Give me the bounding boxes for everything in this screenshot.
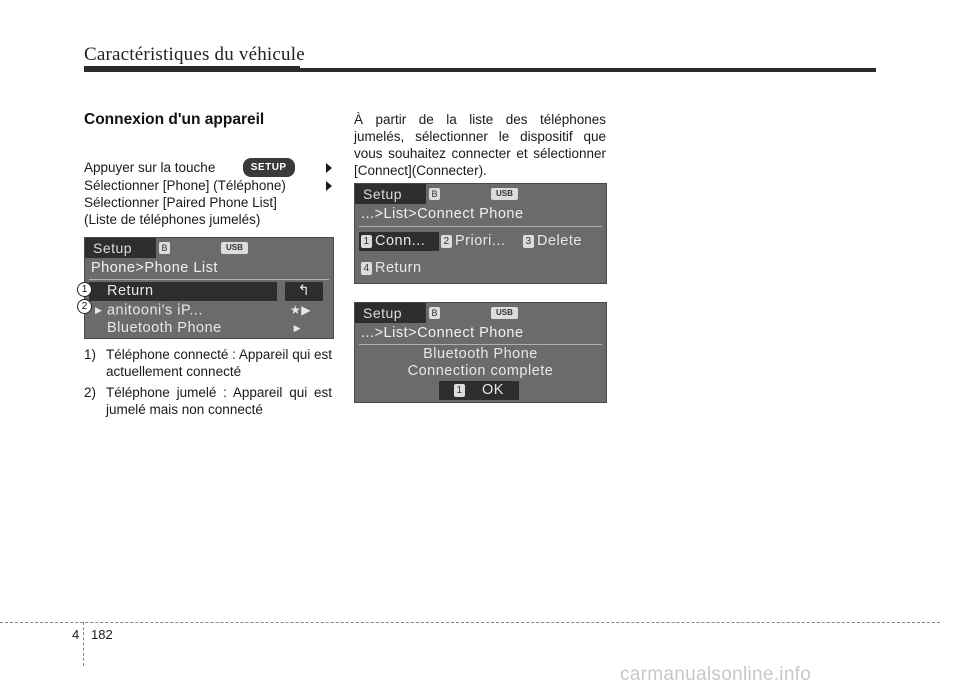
footer-dashed-rule [0, 622, 940, 623]
number-badge: 3 [523, 235, 534, 248]
screen-tab-setup: Setup [85, 238, 156, 258]
step-line-4 [84, 211, 332, 228]
bluetooth-icon: B [159, 242, 170, 254]
step-text-3: Sélectionner [Paired Phone List] [84, 195, 277, 210]
menu-row-bluetooth-phone[interactable] [89, 319, 329, 338]
screen-rule [359, 226, 602, 227]
bluetooth-icon: B [429, 188, 440, 200]
step-line-1 [84, 158, 332, 177]
bluetooth-icon: B [429, 307, 440, 319]
step-text-4: (Liste de téléphones jumelés) [84, 212, 261, 227]
note-number: 1) [84, 347, 97, 362]
footer-vertical-rule [83, 622, 84, 666]
setup-key: SETUP [243, 158, 295, 177]
note-text: Téléphone connecté : Appareil qui est actuellement connecté [106, 347, 332, 379]
section-title: Connexion d'un appareil [84, 111, 265, 128]
ok-button[interactable] [439, 381, 519, 400]
step-text-1: Appuyer sur la touche [84, 160, 216, 175]
menu-row-return[interactable] [89, 282, 277, 301]
header-rule [84, 68, 876, 72]
footer-chapter-number: 4 [72, 627, 80, 642]
note-text: Téléphone jumelé : Appareil qui est jumelé mais non connecté [106, 385, 332, 417]
footer-page-number: 182 [91, 627, 113, 642]
note-number: 2) [84, 385, 97, 400]
return-button[interactable] [359, 259, 441, 278]
screen-tab-setup: Setup [355, 184, 426, 204]
number-badge: 1 [361, 235, 372, 248]
steps-block [84, 158, 332, 228]
arrow-right-icon: ▶ [293, 323, 301, 333]
menu-row-label: Return [107, 283, 154, 299]
note-connected [84, 346, 332, 380]
arrow-right-icon: ▶ [95, 305, 103, 315]
back-button[interactable]: ↰ [285, 282, 323, 301]
usb-icon: USB [491, 188, 518, 200]
step-line-3 [84, 194, 332, 211]
screen-phone-list [84, 237, 334, 339]
usb-icon: USB [491, 307, 518, 319]
option-label: Return [375, 260, 422, 276]
note-paired [84, 384, 332, 418]
option-label: Delete [537, 233, 582, 249]
option-label: Priori... [455, 233, 506, 249]
screen-tab-setup: Setup [355, 303, 426, 323]
number-badge: 2 [441, 235, 452, 248]
priority-button[interactable] [441, 232, 519, 251]
screen-path: ...>List>Connect Phone [361, 206, 524, 222]
arrow-right-icon [326, 181, 332, 191]
message-device-name: Bluetooth Phone [423, 346, 538, 362]
step-text-2: Sélectionner [Phone] (Téléphone) [84, 178, 286, 193]
number-badge: 4 [361, 262, 372, 275]
screen-rule [89, 279, 329, 280]
connect-button[interactable] [359, 232, 439, 251]
star-arrow-icon: ★▶ [290, 303, 311, 317]
callout-2: 2 [77, 299, 92, 314]
watermark: carmanualsonline.info [620, 664, 812, 685]
menu-row-label: anitooni's iP... [106, 302, 203, 319]
delete-button[interactable] [523, 232, 603, 251]
right-paragraph: À partir de la liste des téléphones jumelés, sélectionner le dispositif que vous souhaitez connecter et sélectionner [Connect](Connecter). [354, 112, 606, 178]
usb-icon: USB [221, 242, 248, 254]
screen-path: Phone>Phone List [91, 260, 218, 276]
arrow-right-icon [326, 163, 332, 173]
menu-row-label: Bluetooth Phone [107, 320, 222, 336]
step-line-2 [84, 177, 332, 194]
menu-row-paired-device[interactable] [89, 301, 329, 320]
screen-connection-complete [354, 302, 607, 403]
ok-label: OK [482, 382, 504, 398]
notes-block [84, 346, 332, 422]
screen-connect-phone [354, 183, 607, 284]
option-label: Conn... [375, 233, 426, 249]
screen-rule [359, 344, 602, 345]
message-status: Connection complete [407, 363, 554, 379]
number-badge: 1 [454, 384, 465, 397]
header-title: Caractéristiques du véhicule [84, 44, 305, 65]
callout-1: 1 [77, 282, 92, 297]
screen-path: ...>List>Connect Phone [361, 325, 524, 341]
